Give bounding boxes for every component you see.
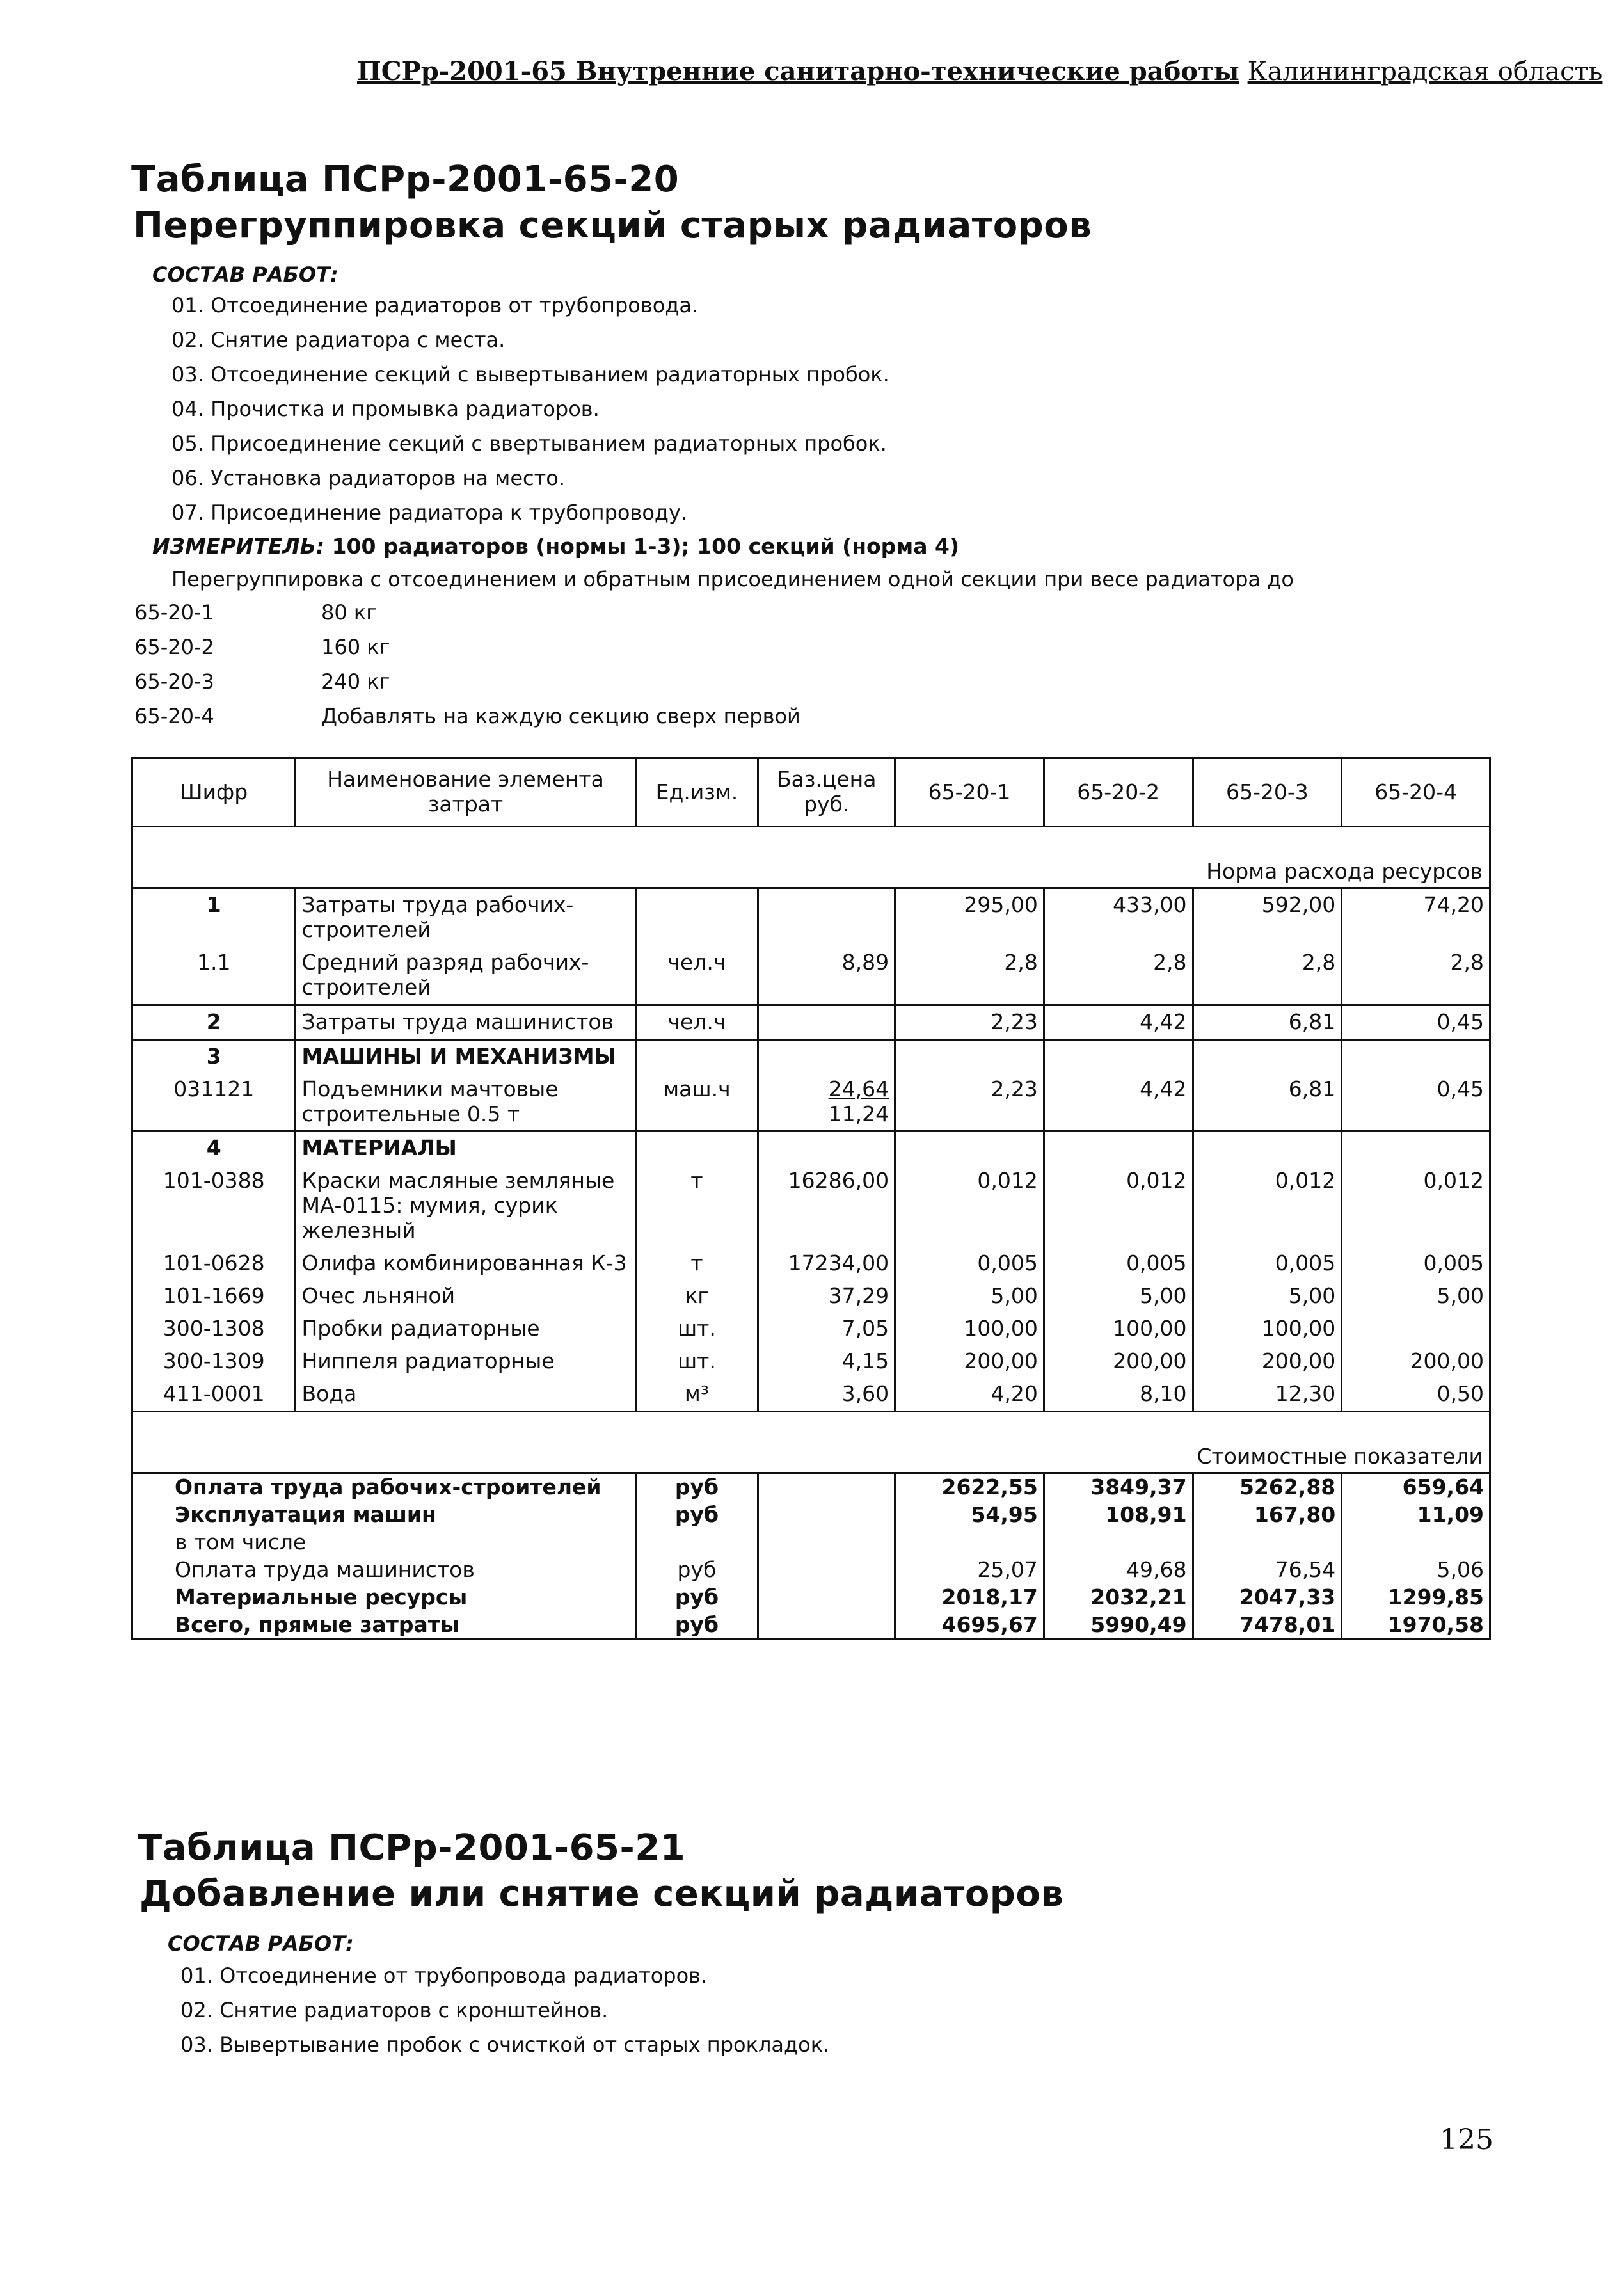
work-item: 03. Вывертывание пробок с очисткой от старых прокладок.	[180, 2033, 830, 2057]
work-item: 04. Прочистка и промывка радиаторов.	[171, 397, 600, 421]
col-header-c1: 65-20-1	[895, 758, 1044, 827]
band-costs: Стоимостные показатели	[132, 1411, 1490, 1473]
measure-label: ИЗМЕРИТЕЛЬ:	[152, 534, 325, 559]
col-header-name: Наименование элемента затрат	[296, 758, 635, 827]
norm-text: 240 кг	[321, 669, 390, 694]
summary-row: Эксплуатация машин руб 54,95 108,91 167,80 11,09	[132, 1501, 1490, 1529]
work-item: 06. Установка радиаторов на место.	[171, 466, 565, 490]
table21-subtitle: Добавление или снятие секций радиаторов	[139, 1873, 1064, 1915]
table-row: 300-1309 Ниппеля радиаторные шт. 4,15 200,00 200,00 200,00 200,00	[132, 1345, 1490, 1378]
band-row	[132, 827, 1490, 888]
summary-row: Оплата труда рабочих-строителей руб 2622,55 3849,37 5262,88 659,64	[132, 1473, 1490, 1501]
measure-line	[152, 534, 959, 559]
table-row: 300-1308 Пробки радиаторные шт. 7,05 100,00 100,00 100,00	[132, 1313, 1490, 1345]
band-norms: Норма расхода ресурсов	[132, 827, 1490, 888]
norm-code: 65-20-2	[134, 635, 214, 659]
header-title: ПСРр-2001-65 Внутренние санитарно-технические работы	[357, 56, 1239, 86]
table-row: 101-1669 Очес льняной кг 37,29 5,00 5,00 5,00 5,00	[132, 1280, 1490, 1313]
price-top: 24,64	[828, 1076, 889, 1101]
table20-title: Таблица ПСРр-2001-65-20	[131, 159, 680, 200]
table21-sostav-label: СОСТАВ РАБОТ:	[168, 1931, 354, 1956]
summary-row: Материальные ресурсы руб 2018,17 2032,21 2047,33 1299,85	[132, 1584, 1490, 1611]
table-row: 1.1 Средний разряд рабочих-строителей чел.ч 8,89 2,8 2,8 2,8 2,8	[132, 947, 1490, 1005]
price-bottom: 11,24	[828, 1101, 889, 1126]
table-header-row	[132, 758, 1490, 827]
norm-code: 65-20-1	[134, 600, 214, 625]
col-header-c2: 65-20-2	[1044, 758, 1193, 827]
col-header-price: Баз.цена руб.	[758, 758, 895, 827]
work-item: 02. Снятие радиаторов с кронштейнов.	[180, 1998, 609, 2022]
work-item: 02. Снятие радиатора с места.	[171, 328, 506, 352]
work-item: 01. Отсоединение радиаторов от трубопровода.	[171, 293, 699, 317]
table-row: 031121 Подъемники мачтовые строительные 0.5 т маш.ч 24,64 11,24 2,23 4,42 6,81 0,45	[132, 1073, 1490, 1131]
summary-row: Оплата труда машинистов руб 25,07 49,68 76,54 5,06	[132, 1556, 1490, 1584]
col-header-c3: 65-20-3	[1193, 758, 1342, 827]
table-row: 101-0628 Олифа комбинированная К-3 т 17234,00 0,005 0,005 0,005 0,005	[132, 1247, 1490, 1280]
table21-title: Таблица ПСРр-2001-65-21	[138, 1827, 686, 1869]
col-header-c4: 65-20-4	[1342, 758, 1490, 827]
table-row: 1 Затраты труда рабочих-строителей 295,00 433,00 592,00 74,20	[132, 888, 1490, 946]
description: Перегруппировка с отсоединением и обратным присоединением одной секции при весе радиатора до	[171, 567, 1294, 591]
table-row: 411-0001 Вода м³ 3,60 4,20 8,10 12,30 0,50	[132, 1378, 1490, 1411]
work-item: 05. Присоединение секций с ввертыванием радиаторных пробок.	[171, 431, 887, 456]
summary-row: Всего, прямые затраты руб 4695,67 5990,49 7478,01 1970,58	[132, 1611, 1490, 1640]
norm-code: 65-20-4	[134, 704, 214, 728]
work-item: 03. Отсоединение секций с вывертыванием радиаторных пробок.	[171, 362, 889, 387]
page-number: 125	[1440, 2123, 1493, 2156]
norm-text: 80 кг	[321, 600, 378, 625]
summary-row: в том числе	[132, 1529, 1490, 1556]
band-row	[132, 1411, 1490, 1473]
header-region: Калининградская область	[1247, 57, 1603, 86]
resource-table	[131, 757, 1491, 1640]
work-item: 01. Отсоединение от трубопровода радиаторов.	[180, 1963, 708, 1988]
work-item: 07. Присоединение радиатора к трубопроводу.	[171, 500, 688, 525]
measure-value: 100 радиаторов (нормы 1-3); 100 секций (норма 4)	[331, 534, 960, 559]
table20-sostav-label: СОСТАВ РАБОТ:	[152, 262, 338, 287]
section-row: 4 МАТЕРИАЛЫ	[132, 1131, 1490, 1165]
norm-text: 160 кг	[321, 635, 390, 659]
running-header	[357, 56, 1602, 86]
table-row: 2 Затраты труда машинистов чел.ч 2,23 4,42 6,81 0,45	[132, 1005, 1490, 1039]
table20-subtitle: Перегруппировка секций старых радиаторов	[133, 205, 1092, 246]
norm-text: Добавлять на каждую секцию сверх первой	[321, 704, 800, 728]
norm-code: 65-20-3	[134, 669, 214, 694]
table-row: 101-0388 Краски масляные земляные МА-0115: мумия, сурик железный т 16286,00 0,012 0,012 0,012 0,012	[132, 1165, 1490, 1247]
section-row: 3 МАШИНЫ И МЕХАНИЗМЫ	[132, 1039, 1490, 1073]
col-header-unit: Ед.изм.	[635, 758, 758, 827]
col-header-shifr: Шифр	[132, 758, 296, 827]
